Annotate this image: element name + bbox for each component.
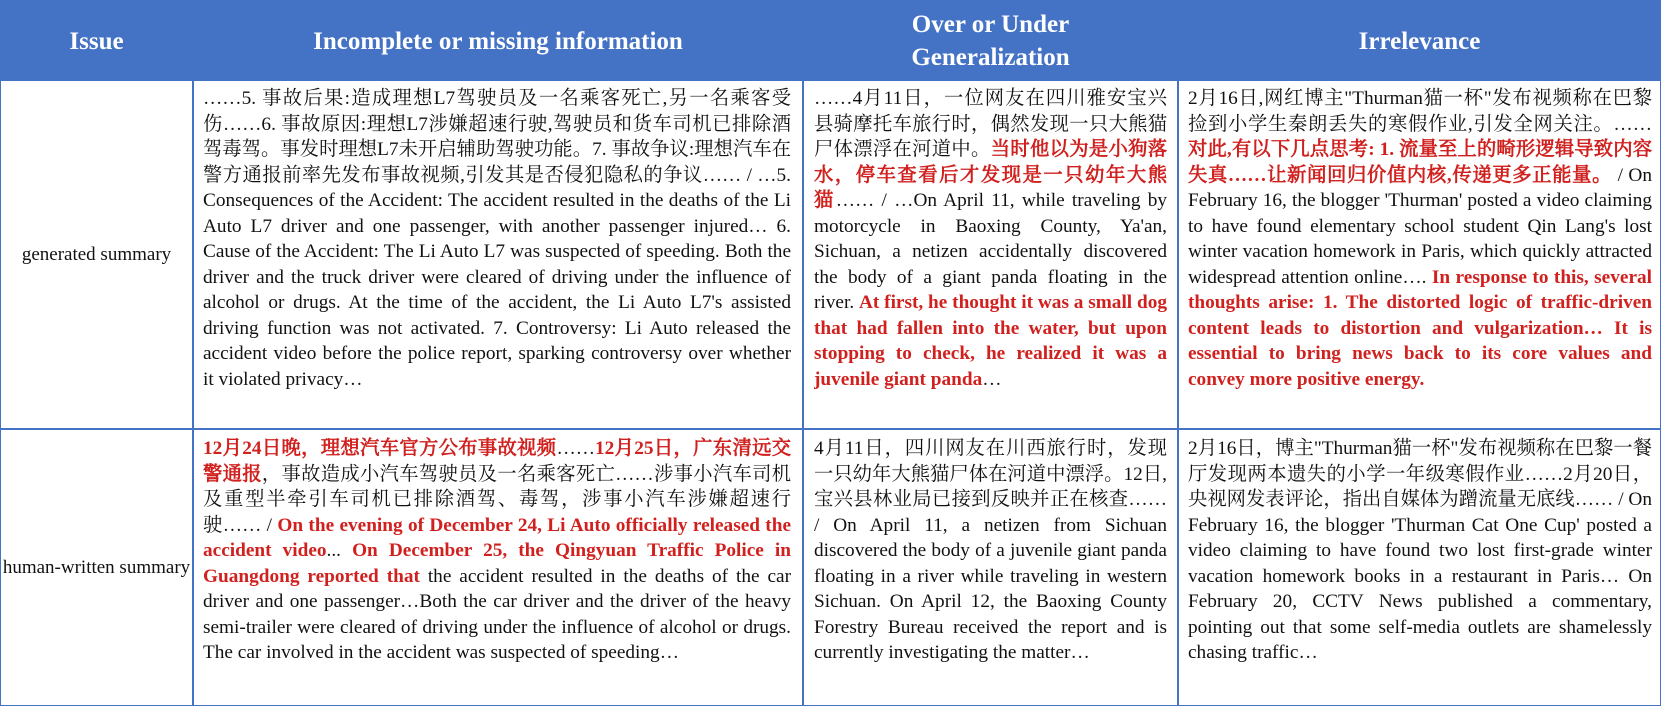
cell-human-incomplete xyxy=(203,436,791,704)
row-label-generated xyxy=(1,81,192,428)
highlighted-text-span: On December 25, the Qingyuan Traffic Police in Guangdong reported that xyxy=(203,540,791,587)
highlighted-text-span: On the evening of December 24, Li Auto officially released the accident video xyxy=(203,514,791,561)
header-irrelevance: Irrelevance xyxy=(1358,27,1481,55)
highlighted-text-span: At first, he thought it was a small dog that had fallen into the water, but upon stopping to check, he realized it was a juvenile giant panda xyxy=(814,292,1167,390)
column-divider xyxy=(1177,81,1179,705)
row-label-human xyxy=(1,430,192,705)
cell-generated-incomplete xyxy=(203,86,791,426)
row-label-text: human-written summary xyxy=(2,557,191,578)
cell-human-irrelevance xyxy=(1188,436,1652,704)
column-divider xyxy=(192,81,194,705)
highlighted-text-span: 当时他以为是小狗落水，停车查看后才发现是一只幼年大熊猫 xyxy=(814,139,1167,211)
highlighted-text-span: 12月24日晚，理想汽车官方公布事故视频 xyxy=(203,438,557,459)
text-span: 2月16日，博主"Thurman猫一杯"发布视频称在巴黎一餐厅发现两本遗失的小学一年级寒假作业……2月20日，央视网发表评论，指出自媒体为蹭流量无底线…… / On February 16, the blogger 'Thurman Cat One Cup' posted a video claiming to have found two lost first-grade winter vacation homework books in a restaurant in Paris… On February 20, CCTV News published a commentary, pointing out that some self-media outlets are shamelessly chasing traffic… xyxy=(1188,438,1652,663)
text-span: ……5. 事故后果:造成理想L7驾驶员及一名乘客死亡,另一名乘客受伤……6. 事故原因:理想L7涉嫌超速行驶,驾驶员和货车司机已排除酒驾毒驾。事发时理想L7未开启辅助驾驶功能。7. 事故争议:理想汽车在警方通报前率先发布事故视频,引发其是否侵犯隐私的争议…… / …5. Consequences of the Accident: The accident resulted in the deaths of the Li Auto L7 driver and one passenger, with another passenger injured… 6. Cause of the Accident: The Li Auto L7 was suspected of speeding. Both the driver and the truck driver were cleared of driving under the influence of alcohol or drugs. At the time of the accident, the Li Auto L7's assisted driving function was not activated. 7. Controversy: Li Auto released the accident video before the police report, sparking controversy over whether it violated privacy… xyxy=(203,88,791,390)
cell-human-generalization xyxy=(814,436,1167,704)
text-span: / On February 16, the blogger 'Thurman' posted a video claiming to have found elementary school student Qin Lang's lost winter vacation homework in Paris, which quickly attracted widespread attention online…. xyxy=(1188,164,1652,288)
table-header xyxy=(1,1,1660,81)
highlighted-text-span: 对此,有以下几点思考: 1. 流量至上的畸形逻辑导致内容失真……让新闻回归价值内核,传递更多正能量。 xyxy=(1188,139,1652,186)
header-generalization: Over or Under Generalization xyxy=(911,11,1070,71)
highlighted-text-span: 12月25日，广东清远交警通报 xyxy=(203,438,791,485)
row-label-text: generated summary xyxy=(21,244,172,265)
text-span: ……4月11日，一位网友在四川雅安宝兴县骑摩托车旅行时，偶然发现一只大熊猫尸体漂浮在河道中。 xyxy=(814,88,1167,160)
header-issue: Issue xyxy=(69,27,124,55)
cell-generated-irrelevance xyxy=(1188,86,1652,426)
text-span: …… xyxy=(556,438,595,459)
text-span: …… / …On April 11, while traveling by motorcycle in Baoxing County, Ya'an, Sichuan, a netizen accidentally discovered the body of a giant panda floating in the river. xyxy=(814,190,1167,313)
column-divider xyxy=(802,81,804,705)
text-span: ... xyxy=(326,540,353,561)
row-divider xyxy=(1,428,1660,430)
header-incomplete: Incomplete or missing information xyxy=(313,27,683,55)
highlighted-text-span: In response to this, several thoughts arise: 1. The distorted logic of traffic-driven content leads to distortion and vulgarization… It is essential to bring news back to its core values and convey more positive energy. xyxy=(1188,266,1652,390)
cell-generated-generalization xyxy=(814,86,1167,426)
text-span: 2月16日,网红博主"Thurman猫一杯"发布视频称在巴黎捡到小学生秦朗丢失的寒假作业,引发全网关注。…… xyxy=(1188,88,1652,135)
text-span: ，事故造成小汽车驾驶员及一名乘客死亡……涉事小汽车司机及重型半牵引车司机已排除酒驾、毒驾，涉事小汽车涉嫌超速行驶…… / xyxy=(203,463,791,536)
text-span: … xyxy=(982,368,1002,390)
text-span: the accident resulted in the deaths of the car driver and one passenger…Both the car driver and the driver of the heavy semi-trailer were cleared of driving under the influence of alcohol or drugs. The car involved in the accident was suspected of speeding… xyxy=(203,565,791,663)
text-span: 4月11日，四川网友在川西旅行时，发现一只幼年大熊猫尸体在河道中漂浮。12日,宝兴县林业局已接到反映并正在核查…… / On April 11, a netizen from Sichuan discovered the body of a juvenile giant panda floating in a river while traveling in western Sichuan. On April 12, the Baoxing County Forestry Bureau received the report and is currently investigating the matter… xyxy=(814,438,1167,663)
